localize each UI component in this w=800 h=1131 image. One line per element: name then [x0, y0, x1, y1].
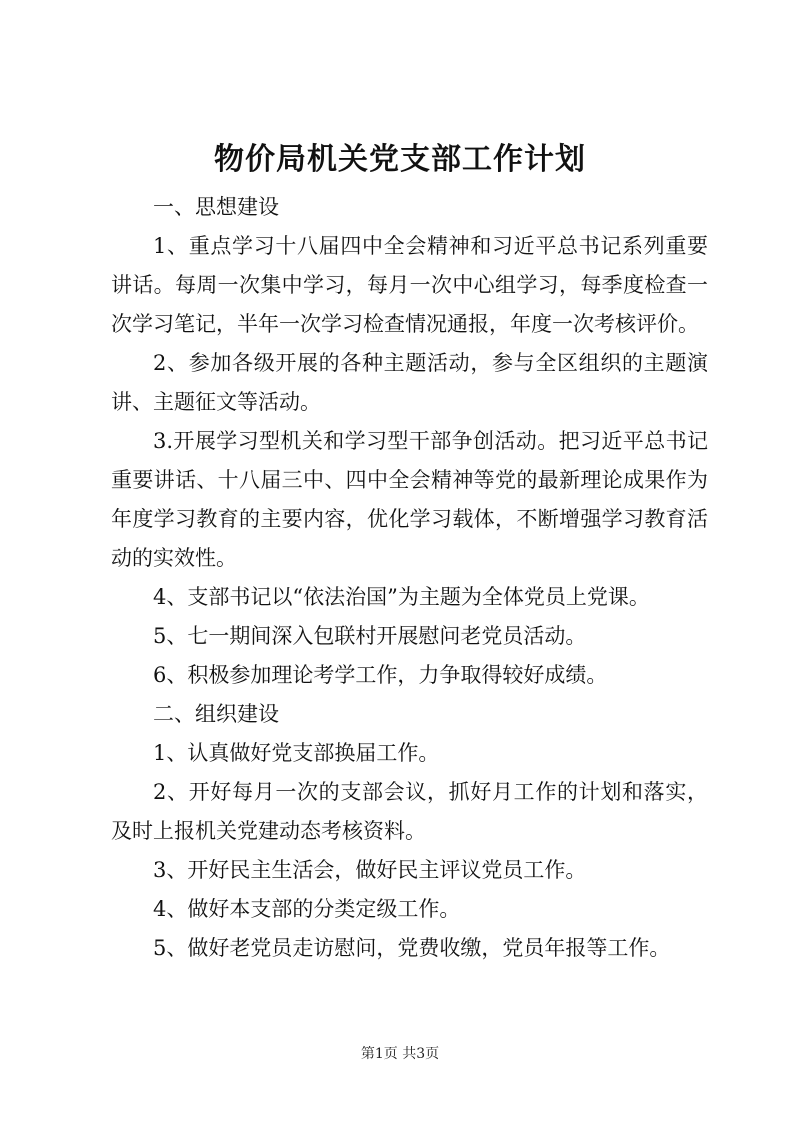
paragraph-item: 1、认真做好党支部换届工作。 — [153, 741, 440, 765]
paragraph-item: 2、开好每月一次的支部会议，抓好月工作的计划和落实，及时上报机关党建动态考核资料。 — [111, 780, 708, 843]
paragraph-item: 6、积极参加理论考学工作，力争取得较好成绩。 — [153, 663, 608, 687]
paragraph-item: 1、重点学习十八届四中全会精神和习近平总书记系列重要讲话。每周一次集中学习，每月一次中心组学习，每季度检查一次学习笔记，半年一次学习检查情况通报，年度一次考核评价。 — [111, 234, 708, 336]
page-number-footer: 第1页 共3页 — [360, 1046, 440, 1062]
section-heading-ideological: 一、思想建设 — [153, 195, 279, 219]
paragraph-item: 3.开展学习型机关和学习型干部争创活动。把习近平总书记重要讲话、十八届三中、四中全会精神等党的最新理论成果作为年度学习教育的主要内容，优化学习载体，不断增强学习教育活动的实效性。 — [111, 429, 708, 570]
document-body — [111, 188, 708, 968]
paragraph-item: 3、开好民主生活会，做好民主评议党员工作。 — [153, 858, 587, 882]
document-title: 物价局机关党支部工作计划 — [214, 142, 586, 177]
paragraph-item: 4、支部书记以“依法治国”为主题为全体党员上党课。 — [153, 585, 650, 609]
paragraph-item: 4、做好本支部的分类定级工作。 — [153, 897, 461, 921]
section-heading-organization: 二、组织建设 — [153, 702, 279, 726]
paragraph-item: 5、七一期间深入包联村开展慰问老党员活动。 — [153, 624, 587, 648]
paragraph-item: 5、做好老党员走访慰问，党费收缴，党员年报等工作。 — [153, 936, 671, 960]
paragraph-item: 2、参加各级开展的各种主题活动，参与全区组织的主题演讲、主题征文等活动。 — [111, 351, 708, 414]
